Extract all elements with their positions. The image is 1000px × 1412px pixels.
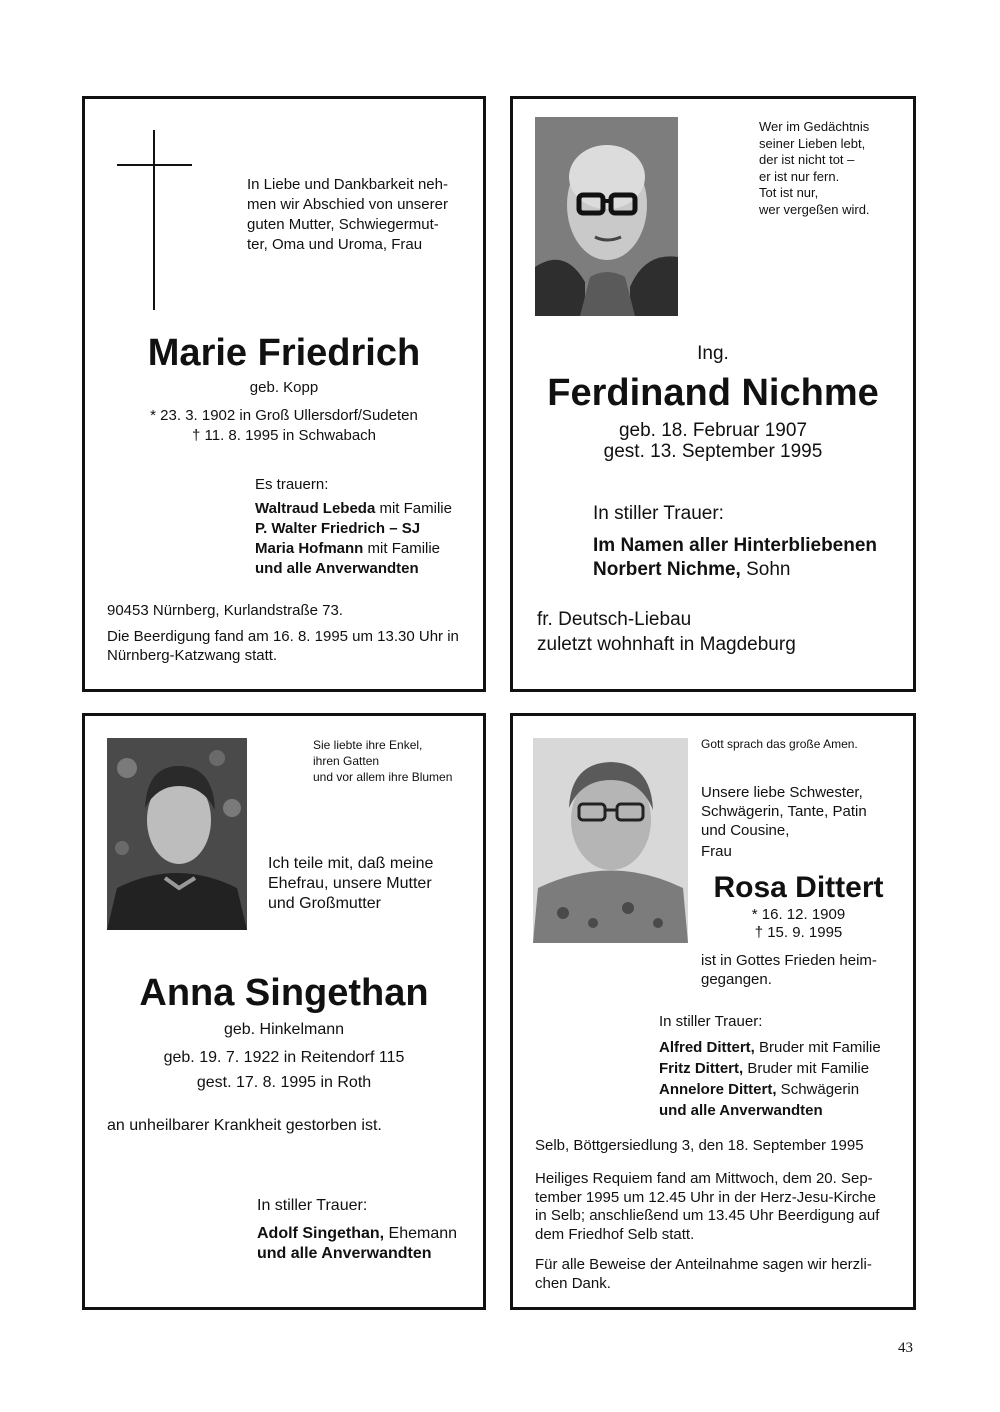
cross-icon	[117, 130, 192, 310]
portrait-photo	[535, 117, 678, 316]
place-date: Selb, Böttgersiedlung 3, den 18. September 1995	[535, 1137, 864, 1154]
portrait-photo	[533, 738, 688, 943]
mourners-heading: Es trauern:	[255, 476, 329, 493]
intro-text: Ich teile mit, daß meine Ehefrau, unsere Mutter und Großmutter	[268, 855, 434, 912]
intro-text: In Liebe und Dankbarkeit neh- men wir Abschied von unserer guten Mutter, Schwiegermut- ter, Oma und Uroma, Frau	[247, 176, 448, 253]
deceased-name: Ferdinand Nichme	[547, 372, 879, 414]
frau-label: Frau	[701, 843, 732, 860]
mourner: Waltraud Lebeda mit Familie	[255, 500, 452, 517]
birth-date: geb. 19. 7. 1922 in Reitendorf 115	[163, 1049, 405, 1066]
cause-text: an unheilbarer Krankheit gestorben ist.	[107, 1117, 382, 1134]
mourners-list	[659, 1037, 881, 1121]
obituary-card-ferdinand-nichme	[510, 96, 916, 692]
deceased-name: Anna Singethan	[139, 972, 429, 1014]
title-prefix: Ing.	[697, 343, 729, 364]
obituary-card-marie-friedrich	[82, 96, 486, 692]
mourner: Annelore Dittert, Schwägerin	[659, 1081, 860, 1098]
requiem-info: Heiliges Requiem fand am Mittwoch, dem 20. Sep- tember 1995 um 12.45 Uhr in der Herz-Jesu-Kirche in Selb; anschließend um 13.45 Uhr Beerdigung auf dem Friedhof Selb statt.	[535, 1170, 880, 1243]
mourner: und alle Anverwandten	[255, 560, 419, 577]
mourners-list	[257, 1224, 457, 1264]
maiden-name: geb. Kopp	[249, 379, 319, 396]
mourner: und alle Anverwandten	[257, 1245, 432, 1262]
mourning-heading: In stiller Trauer:	[593, 503, 724, 524]
birth-date: * 16. 12. 1909	[751, 906, 846, 923]
mourning-heading: In stiller Trauer:	[257, 1197, 368, 1214]
mourner: Maria Hofmann mit Familie	[255, 540, 441, 557]
quote-text: Wer im Gedächtnis seiner Lieben lebt, der ist nicht tot – er ist nur fern. Tot ist nur, wer vergeßen wird.	[759, 119, 870, 217]
mourning-heading: In stiller Trauer:	[659, 1013, 763, 1030]
mourners-list	[255, 499, 452, 579]
mourner: P. Walter Friedrich – SJ	[255, 520, 421, 537]
birth-date: * 23. 3. 1902 in Groß Ullersdorf/Sudeten	[150, 407, 418, 424]
deceased-name: Rosa Dittert	[713, 871, 884, 904]
page-number: 43	[898, 1340, 913, 1356]
obituary-card-anna-singethan	[82, 713, 486, 1310]
mourner: Alfred Dittert, Bruder mit Familie	[659, 1039, 881, 1056]
peace-text: ist in Gottes Frieden heim- gegangen.	[701, 952, 877, 988]
birth-date: geb. 18. Februar 1907	[618, 420, 808, 441]
obituary-card-rosa-dittert	[510, 713, 916, 1310]
maiden-name: geb. Hinkelmann	[223, 1021, 345, 1038]
death-date: † 11. 8. 1995 in Schwabach	[191, 427, 377, 444]
mourner: und alle Anverwandten	[659, 1102, 823, 1119]
death-date: gest. 13. September 1995	[603, 441, 823, 462]
intro-text: Unsere liebe Schwester, Schwägerin, Tante, Patin und Cousine,	[701, 784, 867, 839]
mourner: Fritz Dittert, Bruder mit Familie	[659, 1060, 870, 1077]
address: 90453 Nürnberg, Kurlandstraße 73.	[107, 602, 343, 619]
thanks-text: Für alle Beweise der Anteilnahme sagen wir herzli- chen Dank.	[535, 1256, 872, 1292]
deceased-name: Marie Friedrich	[147, 332, 421, 374]
quote-text: Sie liebte ihre Enkel, ihren Gatten und vor allem ihre Blumen	[313, 738, 453, 784]
mourner: Norbert Nichme, Sohn	[593, 559, 791, 580]
funeral-info: Die Beerdigung fand am 16. 8. 1995 um 13.30 Uhr in Nürnberg-Katzwang statt.	[107, 628, 459, 664]
portrait-photo	[107, 738, 247, 930]
origin: fr. Deutsch-Liebau	[537, 609, 692, 630]
mourners-list	[593, 534, 877, 582]
quote-text: Gott sprach das große Amen.	[701, 737, 858, 751]
death-date: gest. 17. 8. 1995 in Roth	[196, 1074, 372, 1091]
last-residence: zuletzt wohnhaft in Magdeburg	[537, 634, 796, 655]
mourner: Adolf Singethan, Ehemann	[257, 1225, 458, 1242]
death-date: † 15. 9. 1995	[754, 924, 843, 941]
mourner: Im Namen aller Hinterbliebenen	[593, 535, 878, 556]
